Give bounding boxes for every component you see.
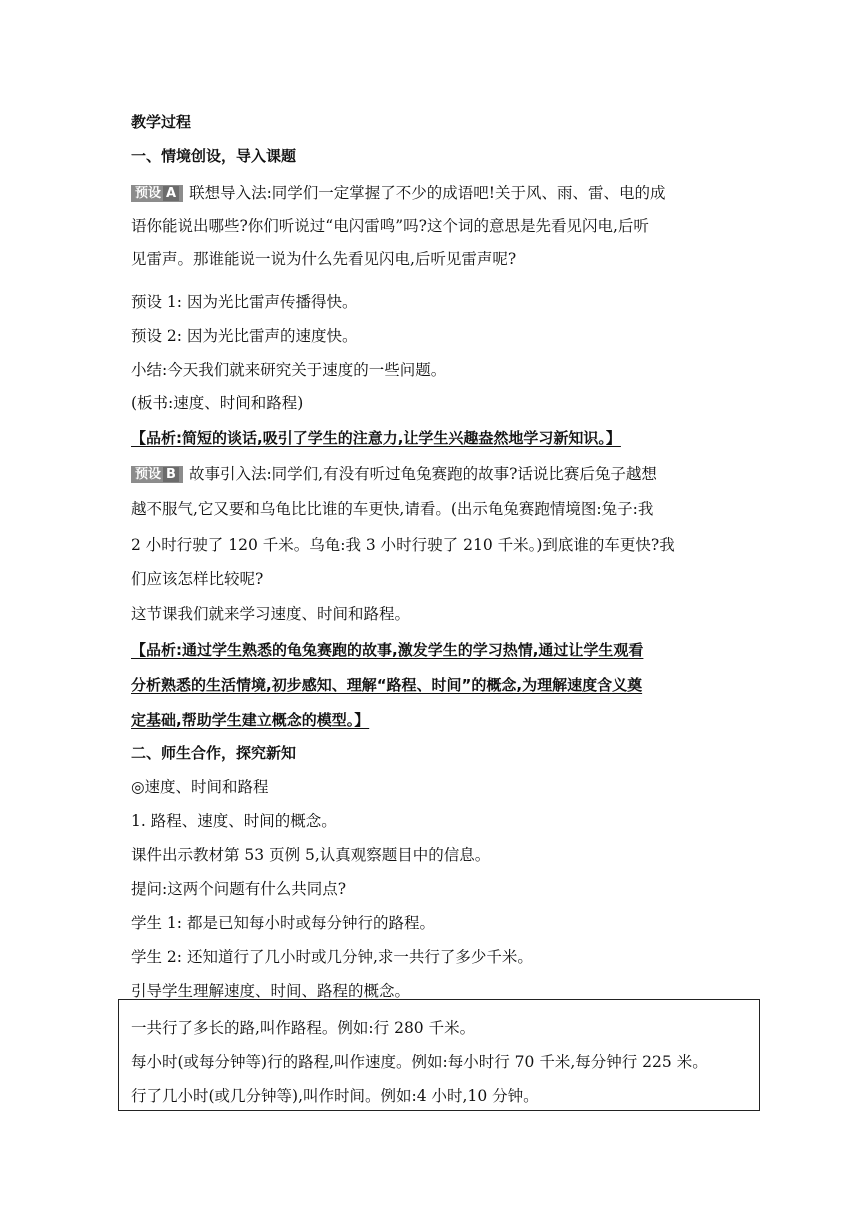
preset-a-line-2: 语你能说出哪些?你们听说过“电闪雷鸣”吗?这个词的意思是先看见闪电,后听	[131, 217, 649, 235]
item-1: 1. 路程、速度、时间的概念。	[131, 812, 337, 830]
part2-heading: 二、师生合作，探究新知	[131, 744, 297, 762]
preset-b-line-1: 预设 B 故事引入法:同学们,有没有听过龟兔赛跑的故事?话说比赛后兔子越想	[131, 464, 657, 484]
definition-time: 行了几小时(或几分钟等),叫作时间。例如:4 小时,10 分钟。	[131, 1087, 539, 1105]
preset-a-tag: 预设 A	[131, 185, 183, 202]
preset-b-line-3: 2 小时行驶了 120 千米。乌龟:我 3 小时行驶了 210 千米。)到底谁的车更快?我	[131, 536, 675, 554]
preset-b-line-4: 们应该怎样比较呢?	[131, 570, 264, 588]
board-note: (板书:速度、时间和路程)	[131, 394, 304, 412]
definition-speed: 每小时(或每分钟等)行的路程,叫作速度。例如:每小时行 70 千米,每分钟行 225 米。	[131, 1053, 708, 1071]
section-title: 教学过程	[131, 113, 192, 131]
summary-text: 小结:今天我们就来研究关于速度的一些问题。	[131, 361, 447, 379]
preset-a-line-3: 见雷声。那谁能说一说为什么先看见闪电,后听见雷声呢?	[131, 250, 517, 268]
preset-answer-1: 预设 1: 因为光比雷声传播得快。	[131, 293, 358, 311]
definition-box	[118, 999, 760, 1111]
intro-text: 这节课我们就来学习速度、时间和路程。	[131, 605, 411, 623]
analysis-b-line-3: 定基础,帮助学生建立概念的模型。】	[131, 711, 370, 729]
analysis-b-line-1: 【品析:通过学生熟悉的龟兔赛跑的故事,激发学生的学习热情,通过让学生观看	[131, 641, 644, 659]
analysis-b-line-2: 分析熟悉的生活情境,初步感知、理解“路程、时间”的概念,为理解速度含义奠	[131, 676, 643, 694]
student-2: 学生 2: 还知道行了几小时或几分钟,求一共行了多少千米。	[131, 948, 533, 966]
preset-a-line-1: 预设 A 联想导入法:同学们一定掌握了不少的成语吧!关于风、雨、雷、电的成	[131, 183, 666, 203]
part2-subheading: ◎速度、时间和路程	[131, 778, 269, 796]
definition-distance: 一共行了多长的路,叫作路程。例如:行 280 千米。	[131, 1019, 476, 1037]
preset-answer-2: 预设 2: 因为光比雷声的速度快。	[131, 327, 358, 345]
analysis-a: 【品析:简短的谈话,吸引了学生的注意力,让学生兴趣盎然地学习新知识。】	[131, 429, 621, 447]
preset-b-tag: 预设 B	[131, 466, 183, 483]
question-text: 提问:这两个问题有什么共同点?	[131, 880, 347, 898]
guide-text: 引导学生理解速度、时间、路程的概念。	[131, 982, 411, 1000]
student-1: 学生 1: 都是已知每小时或每分钟行的路程。	[131, 914, 435, 932]
preset-b-line-2: 越不服气,它又要和乌龟比比谁的车更快,请看。(出示龟兔赛跑情境图:兔子:我	[131, 500, 654, 518]
part1-heading: 一、情境创设，导入课题	[131, 147, 297, 165]
courseware-text: 课件出示教材第 53 页例 5,认真观察题目中的信息。	[131, 846, 491, 864]
